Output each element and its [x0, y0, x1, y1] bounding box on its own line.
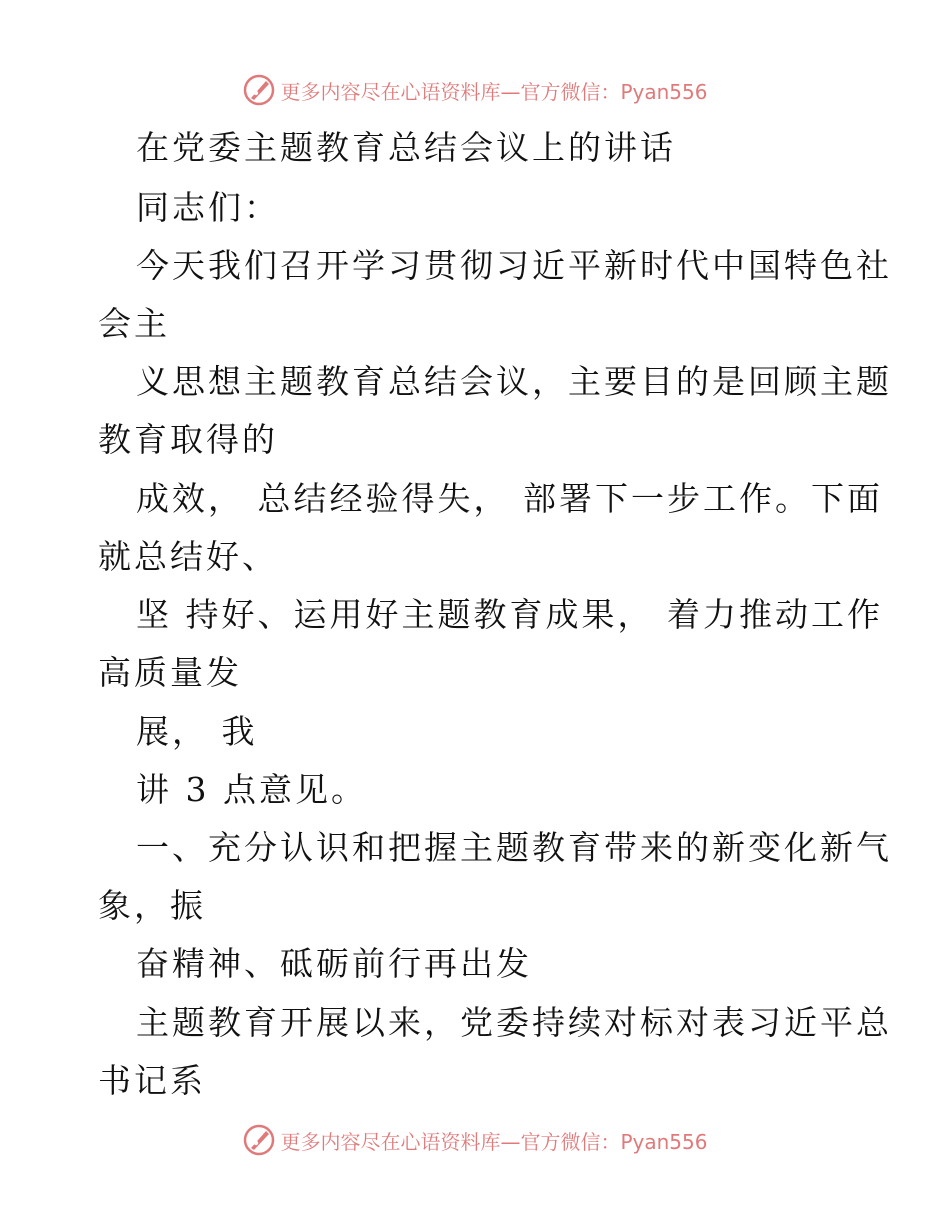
- paragraph-line: 义思想主题教育总结会议，主要目的是回顾主题: [136, 362, 892, 401]
- paragraph-line: 讲 3 点意见。: [136, 770, 367, 809]
- section-heading: 象，振: [98, 886, 206, 925]
- paragraph-line: 就总结好、: [98, 537, 278, 576]
- paragraph-line: 今天我们召开学习贯彻习近平新时代中国特色社: [136, 246, 892, 285]
- paragraph-line: 书记系: [98, 1061, 206, 1100]
- paragraph-line: 高质量发: [98, 653, 242, 692]
- footer-watermark: [0, 1120, 950, 1160]
- paragraph-line: 教育取得的: [98, 420, 278, 459]
- quill-pen-logo-icon: [242, 73, 276, 107]
- header-watermark: [0, 70, 950, 110]
- paragraph-line: 主题教育开展以来，党委持续对标对表习近平总: [136, 1003, 892, 1042]
- paragraph-line: 会主: [98, 304, 170, 343]
- watermark-text: 更多内容尽在心语资料库—官方微信：Pyan556: [280, 79, 708, 104]
- section-heading: 一、充分认识和把握主题教育带来的新变化新气: [136, 828, 892, 867]
- salutation: 同志们：: [136, 188, 280, 227]
- watermark-text: 更多内容尽在心语资料库—官方微信：Pyan556: [280, 1129, 708, 1154]
- section-heading: 奋精神、砥砺前行再出发: [136, 944, 532, 983]
- paragraph-line: 成效， 总结经验得失， 部署下一步工作。下面: [136, 479, 883, 518]
- speech-title: 在党委主题教育总结会议上的讲话: [136, 128, 676, 167]
- quill-pen-logo-icon: [242, 1123, 276, 1157]
- paragraph-line: 展， 我: [136, 712, 258, 751]
- paragraph-line: 坚 持好、运用好主题教育成果， 着力推动工作: [136, 595, 883, 634]
